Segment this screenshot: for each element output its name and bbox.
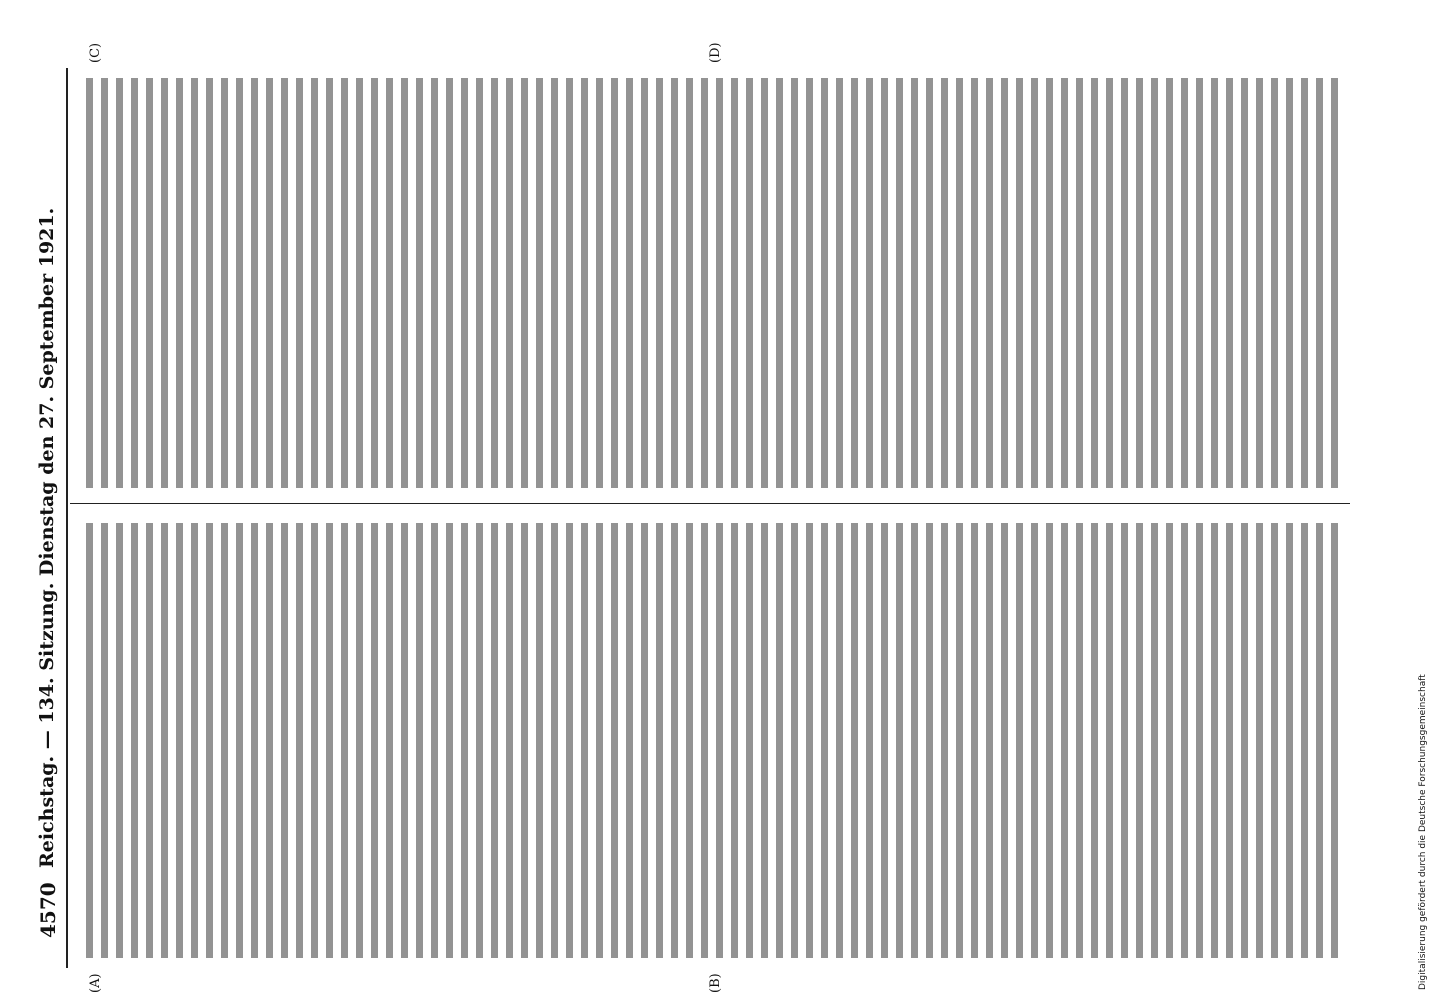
text-line [791, 523, 798, 958]
text-line [896, 78, 903, 488]
text-line [1121, 78, 1128, 488]
text-line [581, 78, 588, 488]
text-line [1316, 523, 1323, 958]
text-line [1016, 523, 1023, 958]
header-rule [66, 68, 68, 968]
text-line [776, 523, 783, 958]
text-line [251, 523, 258, 958]
text-line [191, 78, 198, 488]
text-line [926, 78, 933, 488]
text-line [746, 523, 753, 958]
text-line [1256, 523, 1263, 958]
text-line [551, 78, 558, 488]
text-line [206, 78, 213, 488]
text-line [1076, 78, 1083, 488]
text-line [491, 78, 498, 488]
text-line [236, 523, 243, 958]
text-line [1316, 78, 1323, 488]
text-line [791, 78, 798, 488]
text-line [281, 78, 288, 488]
text-line [881, 78, 888, 488]
text-line [86, 78, 93, 488]
text-line [836, 78, 843, 488]
text-line [431, 523, 438, 958]
text-line [1166, 523, 1173, 958]
text-line [461, 523, 468, 958]
text-line [1241, 78, 1248, 488]
text-line [701, 523, 708, 958]
text-line [356, 78, 363, 488]
text-line [1211, 523, 1218, 958]
text-line [806, 523, 813, 958]
text-line [1181, 78, 1188, 488]
page-rotated-90 [8, 8, 1398, 992]
text-line [1061, 523, 1068, 958]
text-line [1076, 523, 1083, 958]
text-line [956, 78, 963, 488]
text-line [821, 78, 828, 488]
text-line [971, 78, 978, 488]
text-line [506, 78, 513, 488]
text-line [506, 523, 513, 958]
text-line [1301, 78, 1308, 488]
text-line [866, 78, 873, 488]
text-line [161, 78, 168, 488]
text-line [1151, 78, 1158, 488]
text-line [221, 523, 228, 958]
text-line [686, 523, 693, 958]
text-line [1061, 78, 1068, 488]
text-line [701, 78, 708, 488]
text-line [1106, 78, 1113, 488]
text-line [896, 523, 903, 958]
text-line [431, 78, 438, 488]
text-line [566, 78, 573, 488]
text-line [911, 523, 918, 958]
text-line [1226, 523, 1233, 958]
text-line [1196, 523, 1203, 958]
text-line [1091, 78, 1098, 488]
text-line [476, 78, 483, 488]
text-line [1136, 78, 1143, 488]
text-line [536, 78, 543, 488]
text-line [176, 78, 183, 488]
text-line [806, 78, 813, 488]
column-divider [70, 503, 1350, 504]
text-line [311, 78, 318, 488]
text-line [1046, 523, 1053, 958]
text-line [1001, 78, 1008, 488]
text-line [101, 523, 108, 958]
text-line [326, 78, 333, 488]
text-line [1001, 523, 1008, 958]
text-line [626, 523, 633, 958]
text-line [1331, 523, 1338, 958]
text-line [116, 523, 123, 958]
margin-mark-a: (A) [88, 973, 103, 993]
text-line [1181, 523, 1188, 958]
text-line [386, 78, 393, 488]
text-line [1136, 523, 1143, 958]
text-line [401, 523, 408, 958]
text-line [776, 78, 783, 488]
text-line [1286, 78, 1293, 488]
text-line [341, 78, 348, 488]
text-line [401, 78, 408, 488]
text-line [131, 523, 138, 958]
text-line [746, 78, 753, 488]
credit-line: Digitalisierung gefördert durch die Deutsche Forschungsgemeinschaft [1418, 674, 1428, 990]
text-line [656, 78, 663, 488]
text-line [416, 78, 423, 488]
text-line [371, 523, 378, 958]
text-line [926, 523, 933, 958]
text-line [236, 78, 243, 488]
text-line [131, 78, 138, 488]
text-line [146, 78, 153, 488]
margin-mark-d: (D) [708, 42, 723, 63]
text-line [1241, 523, 1248, 958]
text-line [941, 523, 948, 958]
text-line [851, 523, 858, 958]
text-line [1286, 523, 1293, 958]
text-line [1166, 78, 1173, 488]
text-line [551, 523, 558, 958]
page-number: 4570 [36, 882, 60, 938]
text-line [941, 78, 948, 488]
text-line [386, 523, 393, 958]
text-line [866, 523, 873, 958]
text-line [686, 78, 693, 488]
text-line [1031, 523, 1038, 958]
text-line [731, 523, 738, 958]
text-line [491, 523, 498, 958]
text-line [881, 523, 888, 958]
text-line [1271, 78, 1278, 488]
text-line [611, 523, 618, 958]
text-line [461, 78, 468, 488]
text-line [296, 523, 303, 958]
text-line [446, 78, 453, 488]
text-line [596, 523, 603, 958]
text-line [206, 523, 213, 958]
text-line [1106, 523, 1113, 958]
text-line [851, 78, 858, 488]
text-line [536, 523, 543, 958]
text-line [716, 523, 723, 958]
text-line [521, 78, 528, 488]
text-line [266, 78, 273, 488]
text-line [731, 78, 738, 488]
text-line [1196, 78, 1203, 488]
text-line [191, 523, 198, 958]
text-line [716, 78, 723, 488]
text-line [521, 523, 528, 958]
text-line [356, 523, 363, 958]
text-line [1151, 523, 1158, 958]
text-line [1121, 523, 1128, 958]
text-line [911, 78, 918, 488]
text-line [281, 523, 288, 958]
margin-mark-b: (B) [708, 973, 723, 993]
running-head: Reichstag. — 134. Sitzung. Dienstag den 27. September 1921. [36, 207, 58, 868]
text-line [1016, 78, 1023, 488]
text-line [596, 78, 603, 488]
text-line [566, 523, 573, 958]
text-line [671, 78, 678, 488]
text-line [956, 523, 963, 958]
text-line [101, 78, 108, 488]
text-line [581, 523, 588, 958]
text-line [161, 523, 168, 958]
text-line [821, 523, 828, 958]
text-line [626, 78, 633, 488]
text-line [656, 523, 663, 958]
text-line [476, 523, 483, 958]
text-line [1031, 78, 1038, 488]
text-line [1211, 78, 1218, 488]
text-line [326, 523, 333, 958]
text-line [1256, 78, 1263, 488]
text-line [86, 523, 93, 958]
text-line [641, 523, 648, 958]
text-line [296, 78, 303, 488]
text-line [266, 523, 273, 958]
text-line [1271, 523, 1278, 958]
margin-mark-c: (C) [88, 42, 103, 63]
text-line [1331, 78, 1338, 488]
text-line [116, 78, 123, 488]
text-line [971, 523, 978, 958]
text-line [986, 78, 993, 488]
text-line [671, 523, 678, 958]
text-line [371, 78, 378, 488]
text-line [251, 78, 258, 488]
text-line [641, 78, 648, 488]
text-line [1226, 78, 1233, 488]
text-line [341, 523, 348, 958]
text-line [221, 78, 228, 488]
text-line [446, 523, 453, 958]
text-line [416, 523, 423, 958]
text-line [176, 523, 183, 958]
text-line [1301, 523, 1308, 958]
text-line [1046, 78, 1053, 488]
text-line [1091, 523, 1098, 958]
text-line [146, 523, 153, 958]
text-line [311, 523, 318, 958]
text-line [836, 523, 843, 958]
text-line [761, 523, 768, 958]
text-line [986, 523, 993, 958]
text-line [761, 78, 768, 488]
text-line [611, 78, 618, 488]
